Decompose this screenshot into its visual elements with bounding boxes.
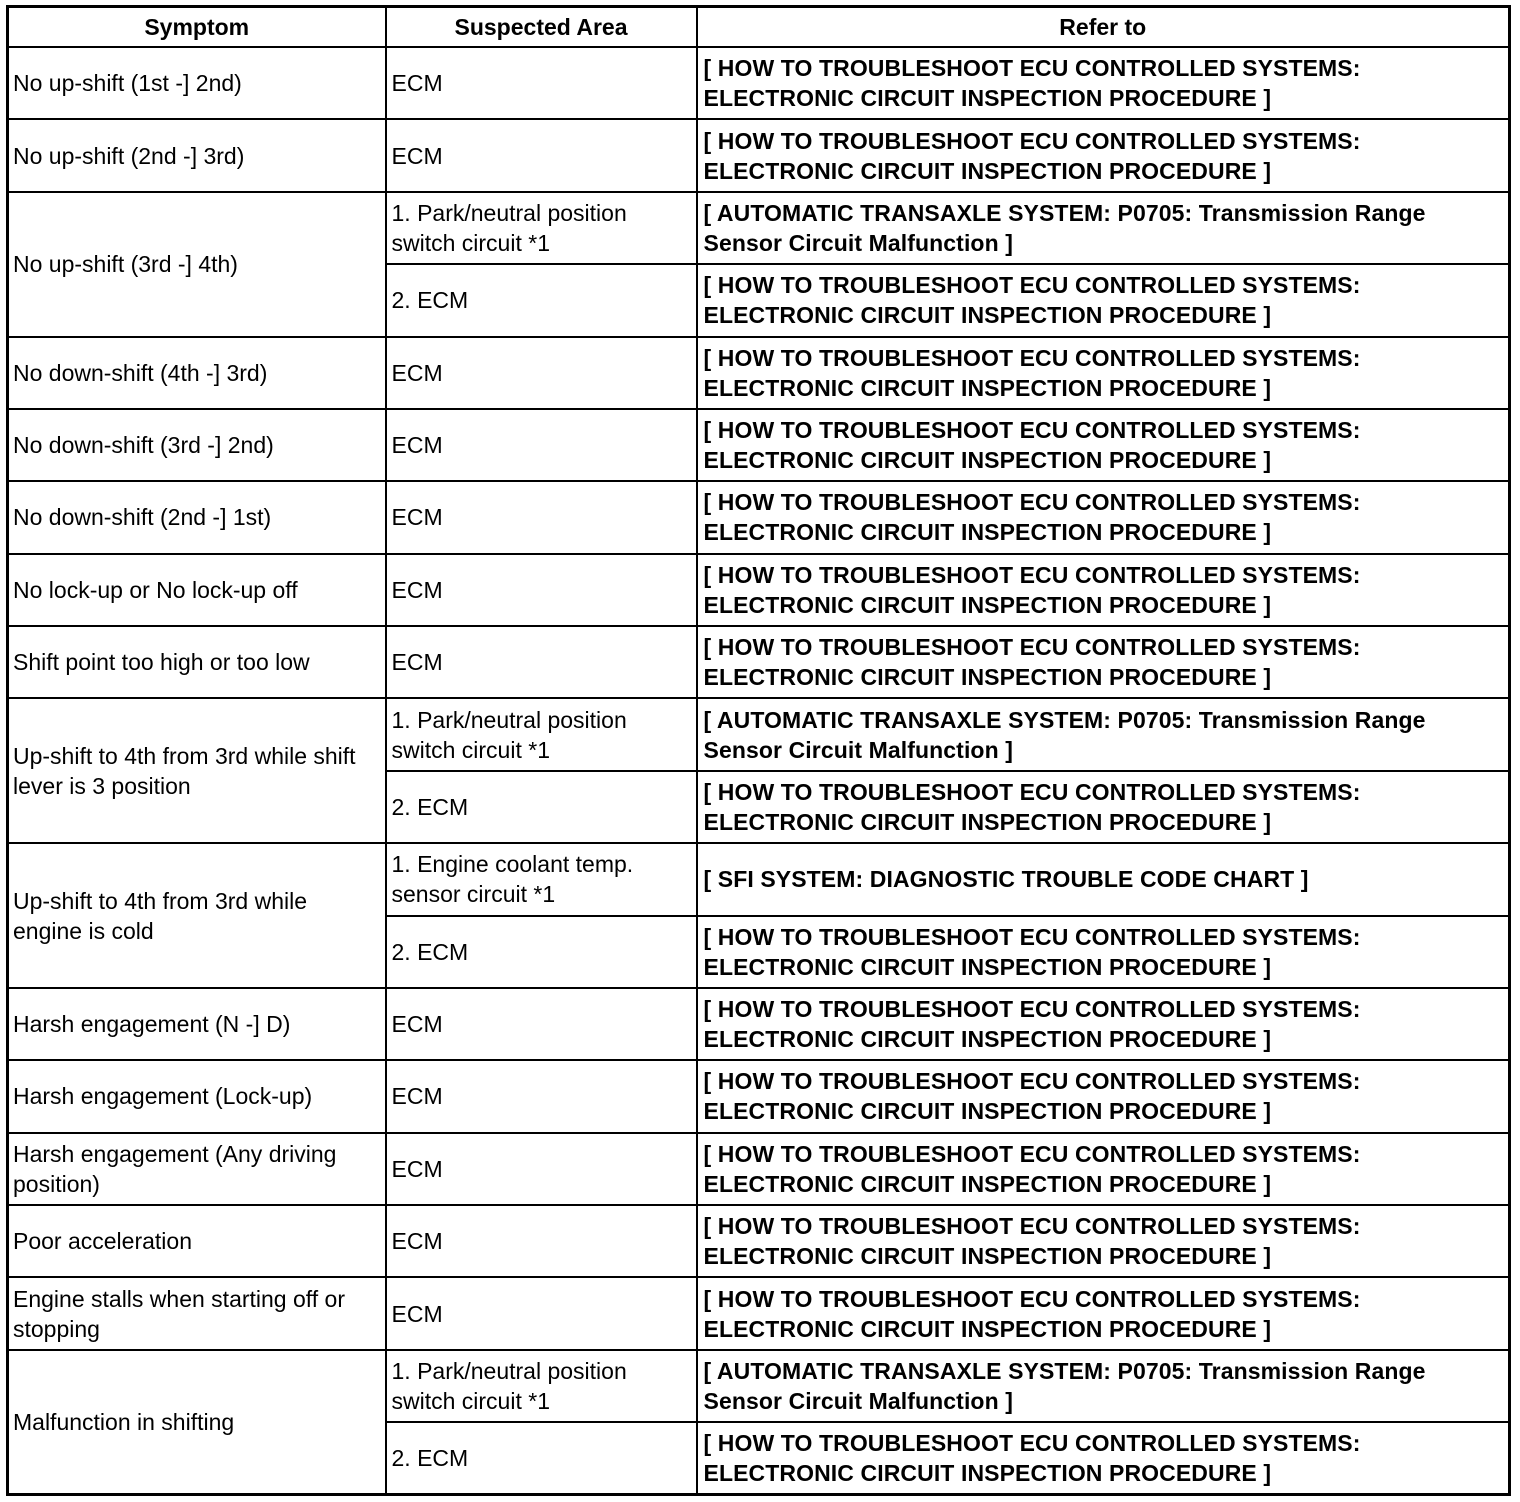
table-row <box>8 843 1510 915</box>
suspected-area-cell: ECM <box>386 47 697 119</box>
suspected-area-cell: 1. Park/neutral position switch circuit *1 <box>386 698 697 770</box>
table-row <box>8 119 1510 191</box>
symptom-cell: No down-shift (2nd -] 1st) <box>8 481 386 553</box>
suspected-area-cell: ECM <box>386 337 697 409</box>
table-row <box>8 481 1510 553</box>
refer-to-link[interactable]: [ HOW TO TROUBLESHOOT ECU CONTROLLED SYSTEMS: ELECTRONIC CIRCUIT INSPECTION PROCEDURE ] <box>697 481 1510 553</box>
refer-to-link[interactable]: [ AUTOMATIC TRANSAXLE SYSTEM: P0705: Transmission Range Sensor Circuit Malfunction ] <box>697 192 1510 264</box>
symptom-cell: No lock-up or No lock-up off <box>8 554 386 626</box>
table-row <box>8 1060 1510 1132</box>
header-symptom: Symptom <box>8 7 386 48</box>
refer-to-link[interactable]: [ AUTOMATIC TRANSAXLE SYSTEM: P0705: Transmission Range Sensor Circuit Malfunction ] <box>697 698 1510 770</box>
refer-to-link[interactable]: [ HOW TO TROUBLESHOOT ECU CONTROLLED SYSTEMS: ELECTRONIC CIRCUIT INSPECTION PROCEDURE ] <box>697 1205 1510 1277</box>
table-row <box>8 1350 1510 1422</box>
suspected-area-cell: 2. ECM <box>386 264 697 336</box>
symptom-cell: Harsh engagement (N -] D) <box>8 988 386 1060</box>
suspected-area-cell: 1. Park/neutral position switch circuit *1 <box>386 192 697 264</box>
table-row <box>8 988 1510 1060</box>
refer-to-link[interactable]: [ HOW TO TROUBLESHOOT ECU CONTROLLED SYSTEMS: ELECTRONIC CIRCUIT INSPECTION PROCEDURE ] <box>697 1277 1510 1349</box>
table-row <box>8 1205 1510 1277</box>
suspected-area-cell: 2. ECM <box>386 1422 697 1494</box>
symptom-cell: Up-shift to 4th from 3rd while engine is cold <box>8 843 386 988</box>
table-row <box>8 554 1510 626</box>
refer-to-link[interactable]: [ HOW TO TROUBLESHOOT ECU CONTROLLED SYSTEMS: ELECTRONIC CIRCUIT INSPECTION PROCEDURE ] <box>697 771 1510 843</box>
suspected-area-cell: ECM <box>386 481 697 553</box>
table-row <box>8 337 1510 409</box>
symptom-cell: No up-shift (3rd -] 4th) <box>8 192 386 337</box>
header-row <box>8 7 1510 48</box>
symptom-cell: Poor acceleration <box>8 1205 386 1277</box>
refer-to-link[interactable]: [ HOW TO TROUBLESHOOT ECU CONTROLLED SYSTEMS: ELECTRONIC CIRCUIT INSPECTION PROCEDURE ] <box>697 554 1510 626</box>
suspected-area-cell: ECM <box>386 988 697 1060</box>
refer-to-link[interactable]: [ HOW TO TROUBLESHOOT ECU CONTROLLED SYSTEMS: ELECTRONIC CIRCUIT INSPECTION PROCEDURE ] <box>697 409 1510 481</box>
table-row <box>8 1133 1510 1205</box>
symptom-cell: Harsh engagement (Any driving position) <box>8 1133 386 1205</box>
refer-to-link[interactable]: [ HOW TO TROUBLESHOOT ECU CONTROLLED SYSTEMS: ELECTRONIC CIRCUIT INSPECTION PROCEDURE ] <box>697 1133 1510 1205</box>
symptom-table <box>6 5 1511 1496</box>
refer-to-link[interactable]: [ HOW TO TROUBLESHOOT ECU CONTROLLED SYSTEMS: ELECTRONIC CIRCUIT INSPECTION PROCEDURE ] <box>697 1060 1510 1132</box>
refer-to-link[interactable]: [ HOW TO TROUBLESHOOT ECU CONTROLLED SYSTEMS: ELECTRONIC CIRCUIT INSPECTION PROCEDURE ] <box>697 337 1510 409</box>
symptom-cell: Up-shift to 4th from 3rd while shift lever is 3 position <box>8 698 386 843</box>
table-row <box>8 192 1510 264</box>
symptom-cell: No down-shift (3rd -] 2nd) <box>8 409 386 481</box>
refer-to-link[interactable]: [ HOW TO TROUBLESHOOT ECU CONTROLLED SYSTEMS: ELECTRONIC CIRCUIT INSPECTION PROCEDURE ] <box>697 47 1510 119</box>
refer-to-link[interactable]: [ HOW TO TROUBLESHOOT ECU CONTROLLED SYSTEMS: ELECTRONIC CIRCUIT INSPECTION PROCEDURE ] <box>697 916 1510 988</box>
header-refer-to: Refer to <box>697 7 1510 48</box>
refer-to-link[interactable]: [ AUTOMATIC TRANSAXLE SYSTEM: P0705: Transmission Range Sensor Circuit Malfunction ] <box>697 1350 1510 1422</box>
suspected-area-cell: ECM <box>386 1133 697 1205</box>
table-row <box>8 47 1510 119</box>
suspected-area-cell: ECM <box>386 1205 697 1277</box>
symptom-cell: Engine stalls when starting off or stopping <box>8 1277 386 1349</box>
symptom-cell: No up-shift (2nd -] 3rd) <box>8 119 386 191</box>
symptom-cell: No up-shift (1st -] 2nd) <box>8 47 386 119</box>
suspected-area-cell: ECM <box>386 1060 697 1132</box>
symptom-cell: Malfunction in shifting <box>8 1350 386 1495</box>
symptom-cell: Shift point too high or too low <box>8 626 386 698</box>
refer-to-link[interactable]: [ HOW TO TROUBLESHOOT ECU CONTROLLED SYSTEMS: ELECTRONIC CIRCUIT INSPECTION PROCEDURE ] <box>697 1422 1510 1494</box>
header-suspected-area: Suspected Area <box>386 7 697 48</box>
symptom-cell: No down-shift (4th -] 3rd) <box>8 337 386 409</box>
table-row <box>8 626 1510 698</box>
suspected-area-cell: ECM <box>386 409 697 481</box>
suspected-area-cell: ECM <box>386 554 697 626</box>
table-row <box>8 409 1510 481</box>
refer-to-link[interactable]: [ HOW TO TROUBLESHOOT ECU CONTROLLED SYSTEMS: ELECTRONIC CIRCUIT INSPECTION PROCEDURE ] <box>697 988 1510 1060</box>
symptom-cell: Harsh engagement (Lock-up) <box>8 1060 386 1132</box>
table-row <box>8 698 1510 770</box>
suspected-area-cell: 2. ECM <box>386 771 697 843</box>
refer-to-link[interactable]: [ SFI SYSTEM: DIAGNOSTIC TROUBLE CODE CHART ] <box>697 843 1510 915</box>
suspected-area-cell: ECM <box>386 1277 697 1349</box>
table-body <box>8 47 1510 1495</box>
suspected-area-cell: 1. Engine coolant temp. sensor circuit *1 <box>386 843 697 915</box>
suspected-area-cell: 1. Park/neutral position switch circuit *1 <box>386 1350 697 1422</box>
suspected-area-cell: ECM <box>386 626 697 698</box>
suspected-area-cell: ECM <box>386 119 697 191</box>
suspected-area-cell: 2. ECM <box>386 916 697 988</box>
table-row <box>8 1277 1510 1349</box>
refer-to-link[interactable]: [ HOW TO TROUBLESHOOT ECU CONTROLLED SYSTEMS: ELECTRONIC CIRCUIT INSPECTION PROCEDURE ] <box>697 264 1510 336</box>
refer-to-link[interactable]: [ HOW TO TROUBLESHOOT ECU CONTROLLED SYSTEMS: ELECTRONIC CIRCUIT INSPECTION PROCEDURE ] <box>697 119 1510 191</box>
refer-to-link[interactable]: [ HOW TO TROUBLESHOOT ECU CONTROLLED SYSTEMS: ELECTRONIC CIRCUIT INSPECTION PROCEDURE ] <box>697 626 1510 698</box>
